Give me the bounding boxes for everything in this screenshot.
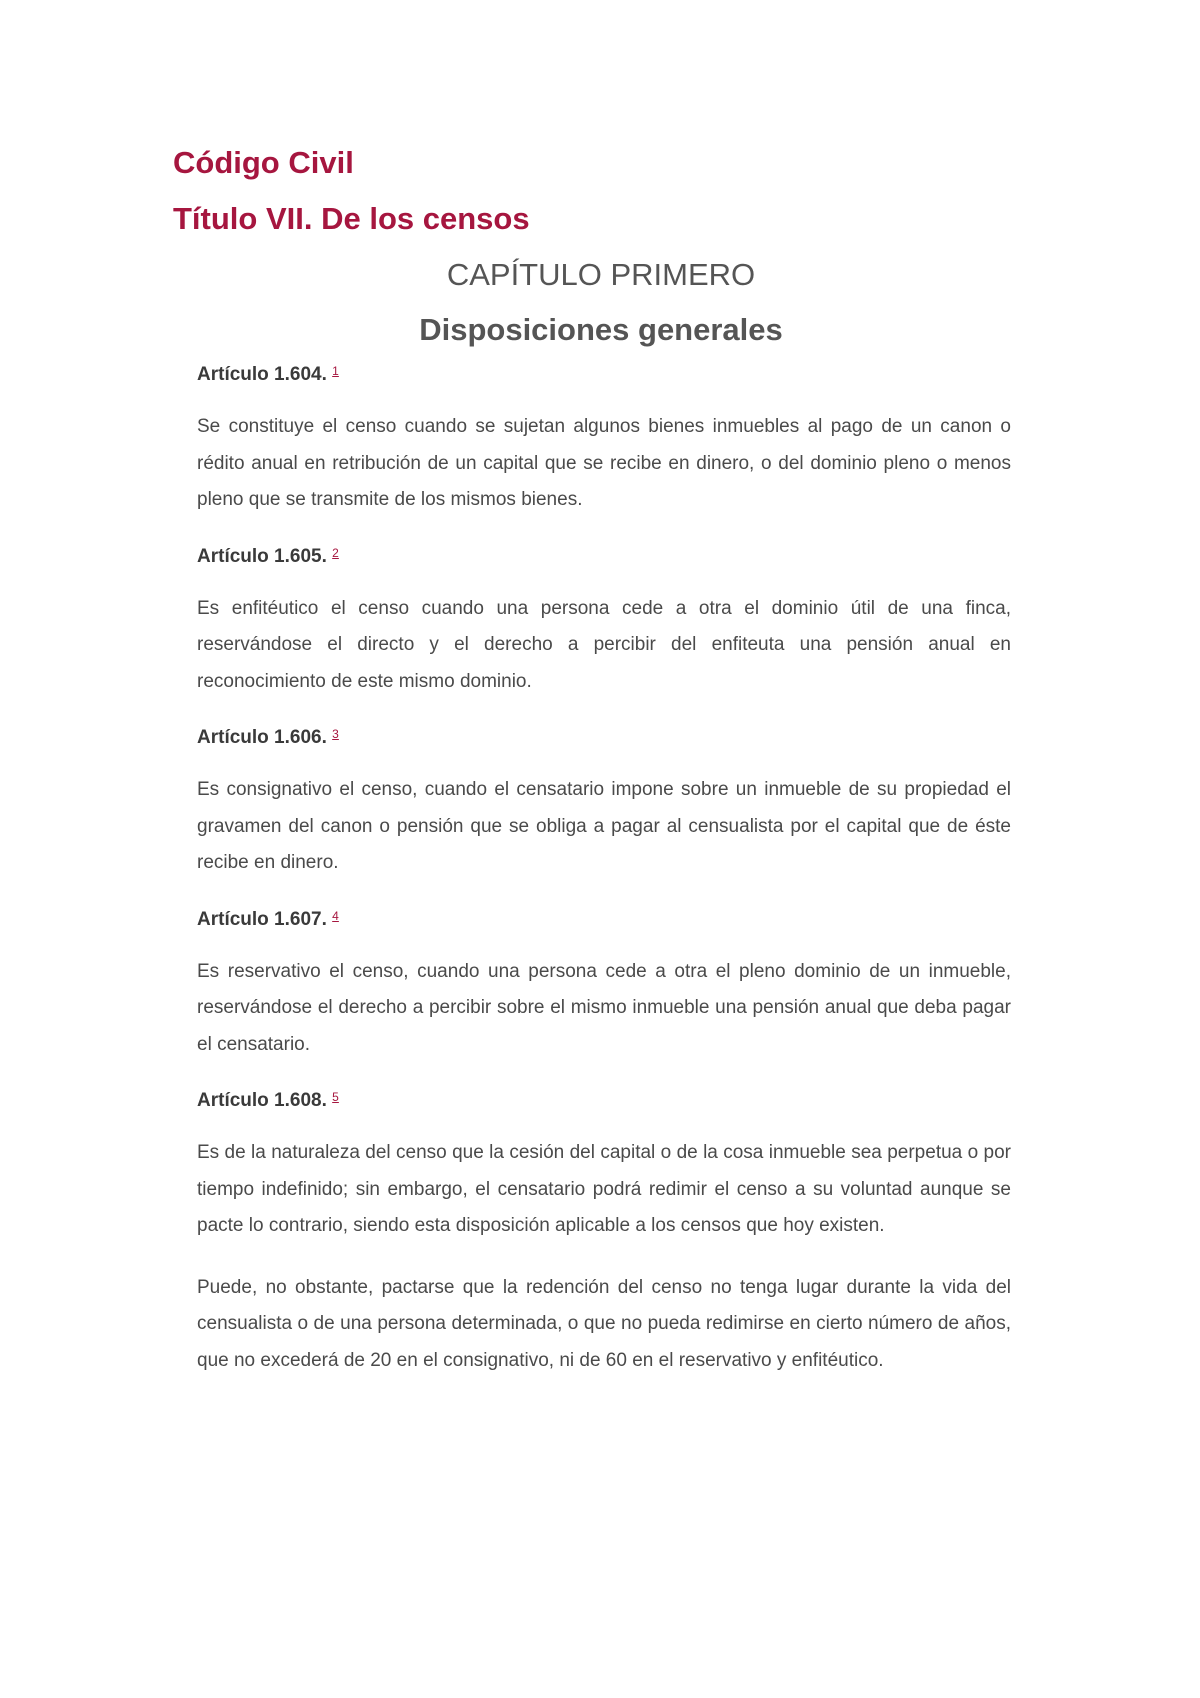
article-paragraph: Es consignativo el censo, cuando el censatario impone sobre un inmueble de su propiedad el gravamen del canon o pensión que se obliga a pagar al censualista por el capital que de éste recibe en dinero. (197, 779, 1011, 873)
footnote-link[interactable]: 5 (332, 1090, 339, 1104)
article-heading-label: Artículo 1.607. (197, 908, 327, 930)
article-heading-label: Artículo 1.604. (197, 364, 327, 385)
articles-body (197, 362, 1011, 1404)
footnote-link[interactable]: 1 (332, 364, 339, 378)
chapter-title: CAPÍTULO PRIMERO (446, 257, 756, 292)
article-paragraph: Es enfitéutico el censo cuando una persona cede a otra el dominio útil de una finca, reservándose el directo y el derecho a percibir del enfiteuta una pensión anual en reconocimiento de este mismo dominio. (197, 597, 1011, 692)
footnote-link[interactable]: 3 (332, 727, 339, 741)
article-paragraph: Es reservativo el censo, cuando una persona cede a otra el pleno dominio de un inmueble, reservándose el derecho a percibir sobre el mismo inmueble una pensión anual que deba pagar el censatario. (197, 960, 1011, 1055)
article-paragraph: Se constituye el censo cuando se sujetan algunos bienes inmuebles al pago de un canon o rédito anual en retribución de un capital que se recibe en dinero, o del dominio pleno o menos pleno que se transmite de los mismos bienes. (197, 416, 1011, 510)
footnote-link[interactable]: 4 (332, 908, 339, 923)
article-heading (197, 725, 1011, 751)
article-heading (197, 1088, 1011, 1114)
article-paragraph: Es de la naturaleza del censo que la cesión del capital o de la cosa inmueble sea perpetua o por tiempo indefinido; sin embargo, el censatario podrá redimir el censo a su voluntad aunque se pacte lo contrario, siendo esta disposición aplicable a los censos que hoy existen. (197, 1142, 1011, 1236)
footnote-link[interactable]: 2 (332, 545, 339, 560)
article-heading-label: Artículo 1.608. (197, 1090, 327, 1111)
article-heading-label: Artículo 1.606. (197, 727, 327, 748)
article-paragraph: Puede, no obstante, pactarse que la redención del censo no tenga lugar durante la vida del censualista o de una persona determinada, o que no pueda redimirse en cierto número de años, que no excederá de 20 en el consignativo, ni de 60 en el reservativo y enfitéutico. (197, 1276, 1011, 1371)
chapter-subtitle: Disposiciones generales (419, 312, 783, 347)
article-heading-label: Artículo 1.605. (197, 545, 327, 567)
article-heading (197, 362, 1011, 388)
document-subtitle: Título VII. De los censos (173, 201, 530, 236)
article-heading (197, 544, 1011, 570)
document-title: Código Civil (173, 145, 354, 180)
article-heading (197, 907, 1011, 933)
